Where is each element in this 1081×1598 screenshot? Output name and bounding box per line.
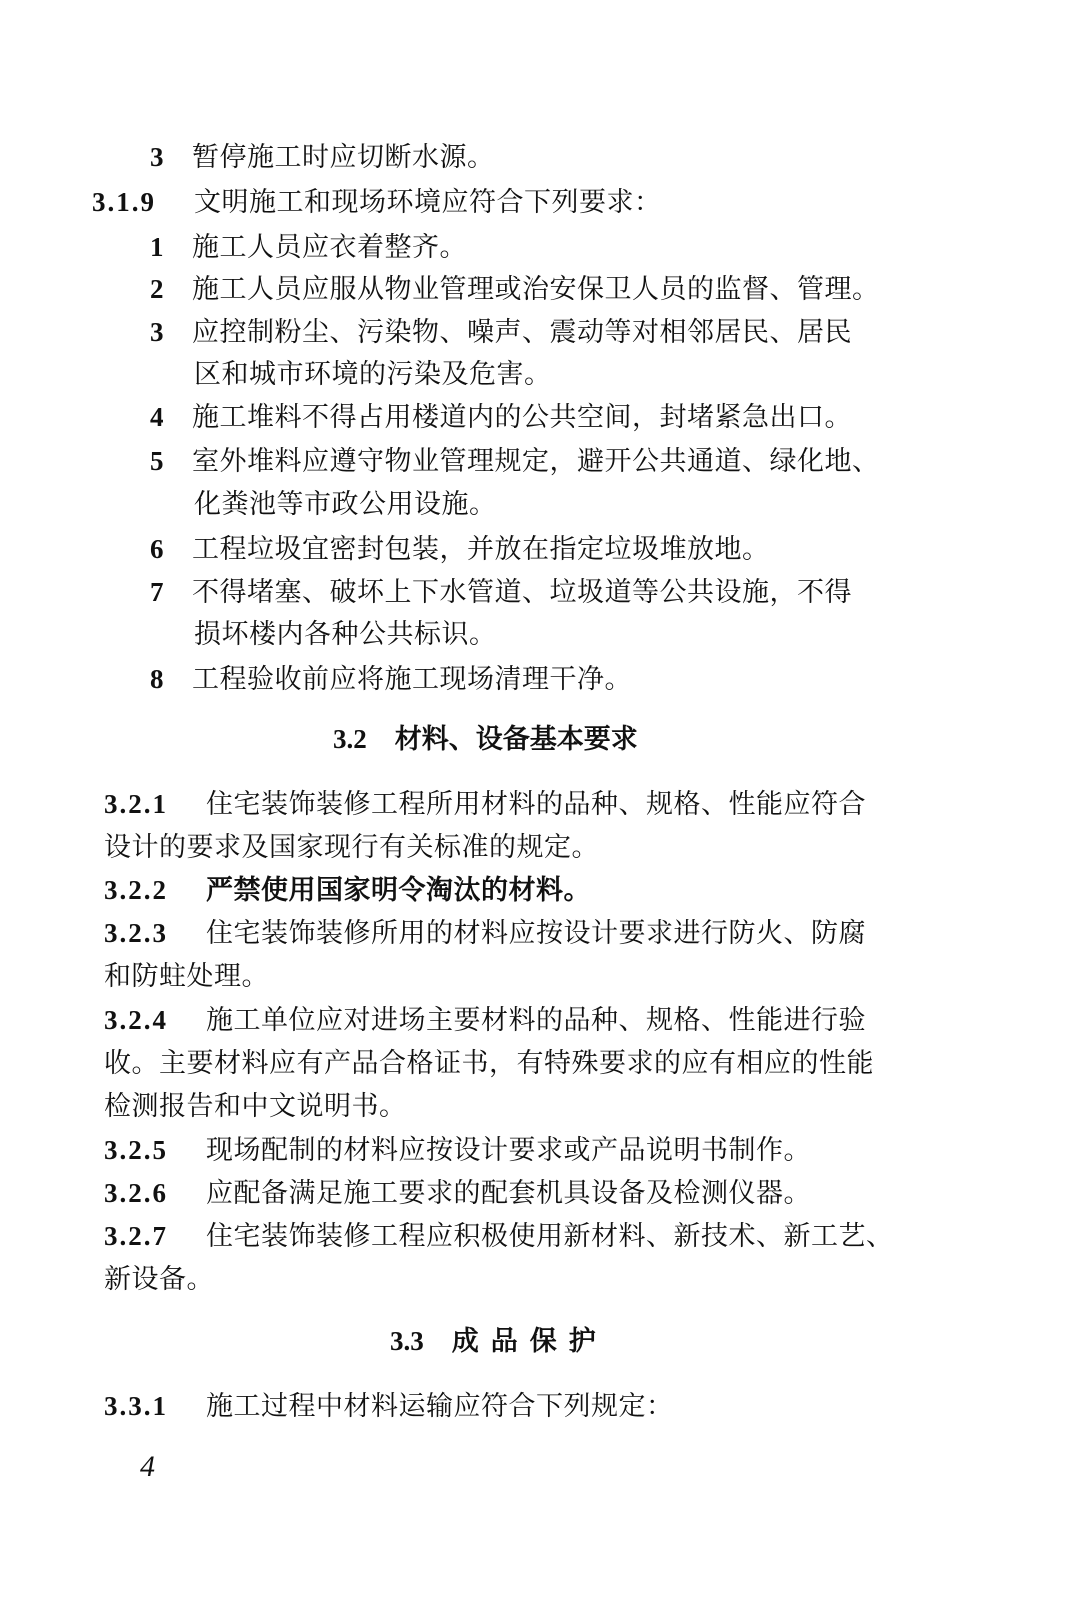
clause bbox=[104, 871, 591, 910]
item-continuation: 损坏楼内各种公共标识。 bbox=[194, 619, 497, 650]
clause-continuation: 检测报告和中文说明书。 bbox=[104, 1091, 407, 1122]
clause-continuation: 设计的要求及国家现行有关标准的规定。 bbox=[104, 832, 599, 863]
clause-number: 3.2.5 bbox=[104, 1135, 168, 1165]
item-continuation: 化粪池等市政公用设施。 bbox=[194, 489, 497, 520]
page-number: 4 bbox=[140, 1450, 155, 1483]
clause-continuation: 和防蛀处理。 bbox=[104, 961, 269, 992]
clause-text: 住宅装饰装修所用的材料应按设计要求进行防火、防腐 bbox=[206, 918, 866, 949]
list-item bbox=[150, 442, 880, 481]
item-text: 施工人员应衣着整齐。 bbox=[192, 232, 467, 263]
clause bbox=[104, 1387, 674, 1426]
item-number: 1 bbox=[150, 232, 164, 262]
clause-text: 施工单位应对进场主要材料的品种、规格、性能进行验 bbox=[206, 1005, 866, 1036]
clause bbox=[104, 1174, 811, 1213]
list-item bbox=[150, 573, 852, 612]
item-text: 工程验收前应将施工现场清理干净。 bbox=[192, 664, 632, 695]
clause-continuation: 收。主要材料应有产品合格证书，有特殊要求的应有相应的性能 bbox=[104, 1048, 874, 1079]
list-item bbox=[150, 138, 495, 177]
list-item bbox=[150, 270, 880, 309]
item-number: 4 bbox=[150, 402, 164, 432]
clause bbox=[104, 1001, 866, 1040]
clause bbox=[92, 183, 662, 222]
list-item bbox=[150, 313, 852, 352]
item-number: 3 bbox=[150, 317, 164, 347]
clause-text: 应配备满足施工要求的配套机具设备及检测仪器。 bbox=[206, 1178, 811, 1209]
list-item bbox=[150, 660, 632, 699]
section-number: 3.2 bbox=[333, 724, 367, 754]
clause-text: 施工过程中材料运输应符合下列规定： bbox=[206, 1391, 674, 1422]
section-title: 成品保护 bbox=[451, 1326, 608, 1357]
clause-number: 3.2.6 bbox=[104, 1178, 168, 1208]
item-number: 3 bbox=[150, 142, 164, 172]
section-title: 材料、设备基本要求 bbox=[394, 724, 638, 755]
item-number: 5 bbox=[150, 446, 164, 476]
clause-text: 现场配制的材料应按设计要求或产品说明书制作。 bbox=[206, 1135, 811, 1166]
clause-number: 3.2.7 bbox=[104, 1221, 168, 1251]
clause-number: 3.2.2 bbox=[104, 875, 168, 905]
list-item bbox=[150, 228, 467, 267]
clause-number: 3.3.1 bbox=[104, 1391, 168, 1421]
clause-number: 3.2.3 bbox=[104, 918, 168, 948]
item-text: 不得堵塞、破坏上下水管道、垃圾道等公共设施，不得 bbox=[192, 577, 852, 608]
clause-text: 住宅装饰装修工程所用材料的品种、规格、性能应符合 bbox=[206, 789, 866, 820]
item-number: 2 bbox=[150, 274, 164, 304]
list-item bbox=[150, 398, 852, 437]
section-heading bbox=[390, 1322, 608, 1361]
clause bbox=[104, 1131, 811, 1170]
clause bbox=[104, 785, 866, 824]
clause-text: 严禁使用国家明令淘汰的材料。 bbox=[206, 875, 591, 906]
clause bbox=[104, 914, 866, 953]
list-item bbox=[150, 530, 770, 569]
item-text: 施工人员应服从物业管理或治安保卫人员的监督、管理。 bbox=[192, 274, 880, 305]
section-heading bbox=[333, 720, 638, 759]
clause-number: 3.2.1 bbox=[104, 789, 168, 819]
clause-number: 3.2.4 bbox=[104, 1005, 168, 1035]
clause-number: 3.1.9 bbox=[92, 187, 156, 217]
clause bbox=[104, 1217, 894, 1256]
item-continuation: 区和城市环境的污染及危害。 bbox=[194, 359, 552, 390]
clause-text: 住宅装饰装修工程应积极使用新材料、新技术、新工艺、 bbox=[206, 1221, 894, 1252]
section-number: 3.3 bbox=[390, 1326, 424, 1356]
item-number: 6 bbox=[150, 534, 164, 564]
item-text: 工程垃圾宜密封包装，并放在指定垃圾堆放地。 bbox=[192, 534, 770, 565]
item-text: 室外堆料应遵守物业管理规定，避开公共通道、绿化地、 bbox=[192, 446, 880, 477]
item-number: 7 bbox=[150, 577, 164, 607]
item-number: 8 bbox=[150, 664, 164, 694]
item-text: 应控制粉尘、污染物、噪声、震动等对相邻居民、居民 bbox=[192, 317, 852, 348]
item-text: 暂停施工时应切断水源。 bbox=[192, 142, 495, 173]
clause-text: 文明施工和现场环境应符合下列要求： bbox=[194, 187, 662, 218]
clause-continuation: 新设备。 bbox=[104, 1264, 214, 1295]
item-text: 施工堆料不得占用楼道内的公共空间，封堵紧急出口。 bbox=[192, 402, 852, 433]
